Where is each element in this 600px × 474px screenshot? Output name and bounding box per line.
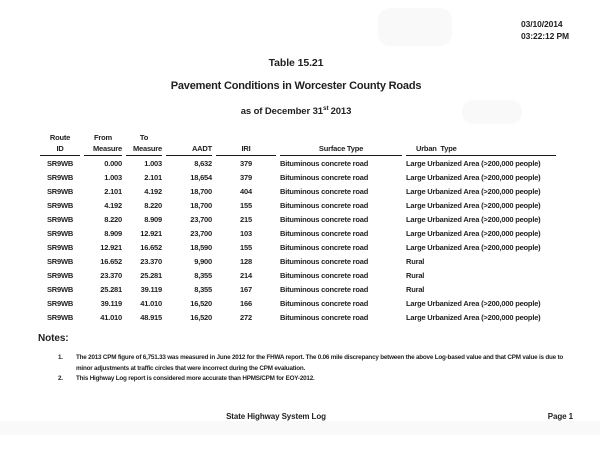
pavement-table-body	[40, 156, 556, 324]
table-cell: 8,355	[194, 270, 212, 280]
table-cell: SR9WB	[46, 298, 74, 308]
table-cell: 18,654	[190, 172, 212, 182]
table-cell: SR9WB	[46, 284, 74, 294]
subtitle-suffix: 2013	[330, 106, 352, 118]
table-cell: 9,900	[194, 256, 212, 266]
table-cell: 379	[240, 158, 252, 168]
table-cell: 23.370	[100, 270, 122, 280]
table-cell: Bituminous concrete road	[280, 158, 369, 168]
table-cell: Large Urbanized Area (>200,000 people)	[406, 200, 541, 210]
table-cell: Bituminous concrete road	[280, 172, 369, 182]
table-cell: 2.101	[144, 172, 162, 182]
table-row	[40, 296, 556, 310]
table-cell: 12.921	[100, 242, 122, 252]
table-cell: SR9WB	[46, 256, 74, 266]
table-cell: Large Urbanized Area (>200,000 people)	[406, 298, 541, 308]
table-cell: 1.003	[104, 172, 122, 182]
table-cell: Rural	[406, 284, 425, 294]
table-cell: 39.119	[140, 284, 162, 294]
table-header-cell	[280, 129, 402, 142]
table-cell: 103	[240, 228, 252, 238]
table-cell: Large Urbanized Area (>200,000 people)	[406, 172, 541, 182]
table-cell: 16.652	[140, 242, 162, 252]
print-time: 03:22:12 PM	[521, 30, 570, 41]
table-header-cell: Urban Type	[406, 142, 556, 156]
table-cell: 23.370	[140, 256, 162, 266]
table-cell: 23,700	[190, 214, 212, 224]
table-cell: 4.192	[144, 186, 162, 196]
note-item	[58, 353, 578, 374]
table-cell: 25.281	[140, 270, 162, 280]
table-cell: 25.281	[100, 284, 122, 294]
table-cell: 18,700	[190, 186, 212, 196]
table-cell: SR9WB	[46, 270, 74, 280]
table-cell: 272	[240, 312, 252, 322]
table-cell: 167	[240, 284, 252, 294]
scan-artifact	[378, 8, 452, 46]
pavement-conditions-table	[36, 129, 560, 324]
table-cell: SR9WB	[46, 186, 74, 196]
table-cell: Bituminous concrete road	[280, 284, 369, 294]
notes-heading: Notes:	[38, 333, 69, 344]
table-cell: 23,700	[190, 228, 212, 238]
subtitle-superscript: st	[322, 105, 329, 112]
table-cell: Large Urbanized Area (>200,000 people)	[406, 158, 541, 168]
table-row	[40, 226, 556, 240]
table-cell: 39.119	[100, 298, 122, 308]
table-header-cell: Measure	[126, 142, 162, 156]
table-cell: 4.192	[104, 200, 122, 210]
table-cell: Bituminous concrete road	[280, 270, 369, 280]
table-cell: Large Urbanized Area (>200,000 people)	[406, 214, 541, 224]
table-row	[40, 282, 556, 296]
note-number: 2.	[58, 375, 63, 382]
table-cell: 18,700	[190, 200, 212, 210]
table-cell: 2.101	[104, 186, 122, 196]
table-row	[40, 170, 556, 184]
table-cell: Large Urbanized Area (>200,000 people)	[406, 228, 541, 238]
footer-report-name: State Highway System Log	[226, 412, 326, 421]
table-cell: 128	[240, 256, 252, 266]
table-row	[40, 184, 556, 198]
table-cell: SR9WB	[46, 214, 74, 224]
table-cell: 215	[240, 214, 252, 224]
table-cell: 8.220	[104, 214, 122, 224]
table-cell: SR9WB	[46, 242, 74, 252]
notes-list	[58, 353, 578, 385]
table-cell: 41.010	[140, 298, 162, 308]
table-header-cell	[216, 129, 276, 142]
note-item	[58, 374, 578, 385]
table-cell: 16,520	[190, 312, 212, 322]
table-cell: Bituminous concrete road	[280, 242, 369, 252]
table-cell: SR9WB	[46, 158, 74, 168]
table-header-cell: Measure	[84, 142, 122, 156]
table-row	[40, 212, 556, 226]
table-header-cell	[406, 129, 556, 142]
table-cell: 8,632	[194, 158, 212, 168]
table-cell: 379	[240, 172, 252, 182]
table-cell: 404	[240, 186, 252, 196]
table-cell: 48.915	[140, 312, 162, 322]
table-cell: Bituminous concrete road	[280, 186, 369, 196]
page-title: Pavement Conditions in Worcester County Roads	[170, 80, 422, 92]
title-block	[0, 57, 592, 118]
table-cell: 8,355	[194, 284, 212, 294]
table-cell: 0.000	[104, 158, 122, 168]
table-cell: 8.909	[104, 228, 122, 238]
table-cell: Bituminous concrete road	[280, 214, 369, 224]
table-cell: Large Urbanized Area (>200,000 people)	[406, 312, 541, 322]
table-cell: Bituminous concrete road	[280, 228, 369, 238]
table-cell: Bituminous concrete road	[280, 200, 369, 210]
note-number: 1.	[58, 354, 63, 361]
table-header-row-1	[40, 129, 556, 142]
table-header-cell: Route	[49, 133, 71, 142]
note-text: The 2013 CPM figure of 6,751.33 was measured in June 2012 for the FHWA report. The 0.06 mile discrepancy between the above Log-based value and that CPM value is due to minor adjustments at traffic circles that were incorrect during the CPM evaluation.	[76, 354, 564, 372]
footer-page-number: Page 1	[547, 412, 573, 421]
table-cell: Large Urbanized Area (>200,000 people)	[406, 186, 541, 196]
table-row	[40, 156, 556, 170]
table-cell: 16.652	[100, 256, 122, 266]
scan-artifact	[0, 421, 600, 435]
table-cell: 155	[240, 200, 252, 210]
table-header-cell: ID	[40, 142, 80, 156]
table-header-cell: IRI	[216, 142, 276, 156]
table-row	[40, 268, 556, 282]
table-cell: 1.003	[144, 158, 162, 168]
print-timestamp	[521, 19, 569, 42]
table-cell: SR9WB	[46, 228, 74, 238]
table-cell: Bituminous concrete road	[280, 256, 369, 266]
table-row	[40, 254, 556, 268]
table-cell: Rural	[406, 270, 425, 280]
table-cell: SR9WB	[46, 312, 74, 322]
table-cell: 12.921	[140, 228, 162, 238]
table-cell: 155	[240, 242, 252, 252]
table-header-cell: AADT	[166, 142, 212, 156]
table-header-cell: Surface Type	[280, 142, 402, 156]
table-header-cell: To	[139, 133, 149, 142]
table-cell: 8.909	[144, 214, 162, 224]
table-row	[40, 240, 556, 254]
table-cell: Rural	[406, 256, 425, 266]
table-row	[40, 198, 556, 212]
table-cell: 214	[240, 270, 252, 280]
table-row	[40, 310, 556, 324]
table-cell: Bituminous concrete road	[280, 312, 369, 322]
table-header-row-2	[40, 142, 556, 156]
table-cell: 18,590	[190, 242, 212, 252]
table-cell: 16,520	[190, 298, 212, 308]
table-cell: Large Urbanized Area (>200,000 people)	[406, 242, 541, 252]
table-header-cell	[166, 129, 212, 142]
table-cell: 166	[240, 298, 252, 308]
table-number: Table 15.21	[268, 57, 324, 69]
subtitle-prefix: as of December 31	[240, 106, 323, 118]
table-cell: SR9WB	[46, 200, 74, 210]
table-cell: SR9WB	[46, 172, 74, 182]
table-cell: 8.220	[144, 200, 162, 210]
note-text: This Highway Log report is considered more accurate than HPMS/CPM for EOY-2012.	[76, 375, 315, 382]
table-cell: Bituminous concrete road	[280, 298, 369, 308]
print-date: 03/10/2014	[521, 19, 563, 29]
table-cell: 41.010	[100, 312, 122, 322]
table-header-cell: From	[94, 133, 112, 142]
page-subtitle	[0, 103, 592, 118]
